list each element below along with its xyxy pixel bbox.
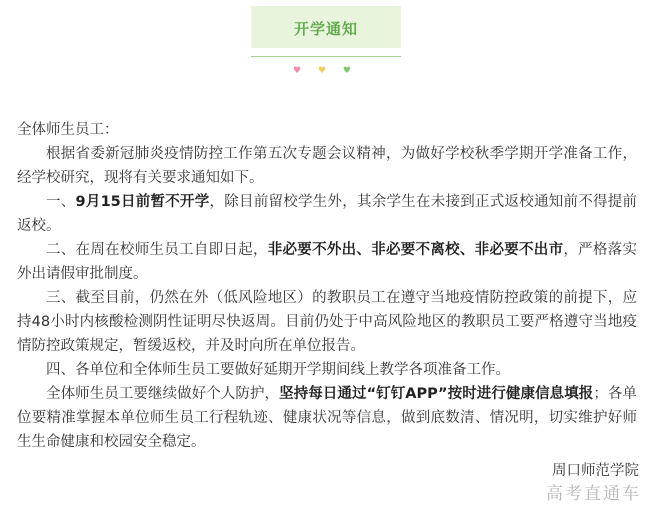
decorative-hearts bbox=[0, 66, 651, 76]
notice-body bbox=[17, 118, 637, 454]
yellow-heart-icon: ♥ bbox=[317, 66, 334, 76]
intro-paragraph: 根据省委新冠肺炎疫情防控工作第五次专题会议精神，为做好学校秋季学期开学准备工作，经学校研究，现将有关要求通知如下。 bbox=[17, 146, 637, 186]
page-title: 开学通知 bbox=[293, 20, 358, 38]
item-2 bbox=[17, 238, 637, 286]
title-banner bbox=[251, 6, 401, 48]
item-1-rest: ，除目前留校学生外，其余学生在未接到正式返校通知前不得提前返校。 bbox=[17, 194, 637, 234]
closing-paragraph bbox=[17, 382, 637, 454]
closing-rest: ；各单位要精准掌握本单位师生员工行程轨迹、健康状况等信息，做到底数清、情况明，切实维护好师生生命健康和校园安全稳定。 bbox=[17, 386, 638, 450]
item-1 bbox=[17, 190, 637, 238]
green-heart-icon: ♥ bbox=[342, 66, 358, 76]
watermark: 高考直通车 bbox=[546, 484, 641, 504]
item-2-rest: ，严格落实外出请假审批制度。 bbox=[17, 242, 638, 282]
item-3: 三、截至目前，仍然在外（低风险地区）的教职员工在遵守当地疫情防控政策的前提下，应持48小时内核酸检测阴性证明尽快返周。目前仍处于中高风险地区的教职员工要严格遵守当地疫情防控政策规定，暂缓返校，并及时向所在单位报告。 bbox=[17, 290, 637, 354]
item-2-prefix: 二、在周在校师生员工自即日起， bbox=[46, 242, 268, 258]
title-underline bbox=[251, 56, 401, 57]
item-2-bold: 非必要不外出、非必要不离校、非必要不出市 bbox=[267, 242, 564, 258]
item-1-bold: 9月15日前暂不开学 bbox=[75, 194, 210, 210]
item-1-prefix: 一、 bbox=[46, 194, 76, 210]
pink-heart-icon: ♥ bbox=[293, 66, 309, 76]
closing-bold: 坚持每日通过“钉钉APP”按时进行健康信息填报 bbox=[279, 386, 594, 402]
closing-start: 全体师生员工要继续做好个人防护， bbox=[46, 386, 280, 402]
signature: 周口师范学院 bbox=[552, 463, 639, 479]
item-4: 四、各单位和全体师生员工要做好延期开学期间线上教学各项准备工作。 bbox=[46, 362, 510, 378]
greeting: 全体师生员工： bbox=[17, 122, 119, 138]
